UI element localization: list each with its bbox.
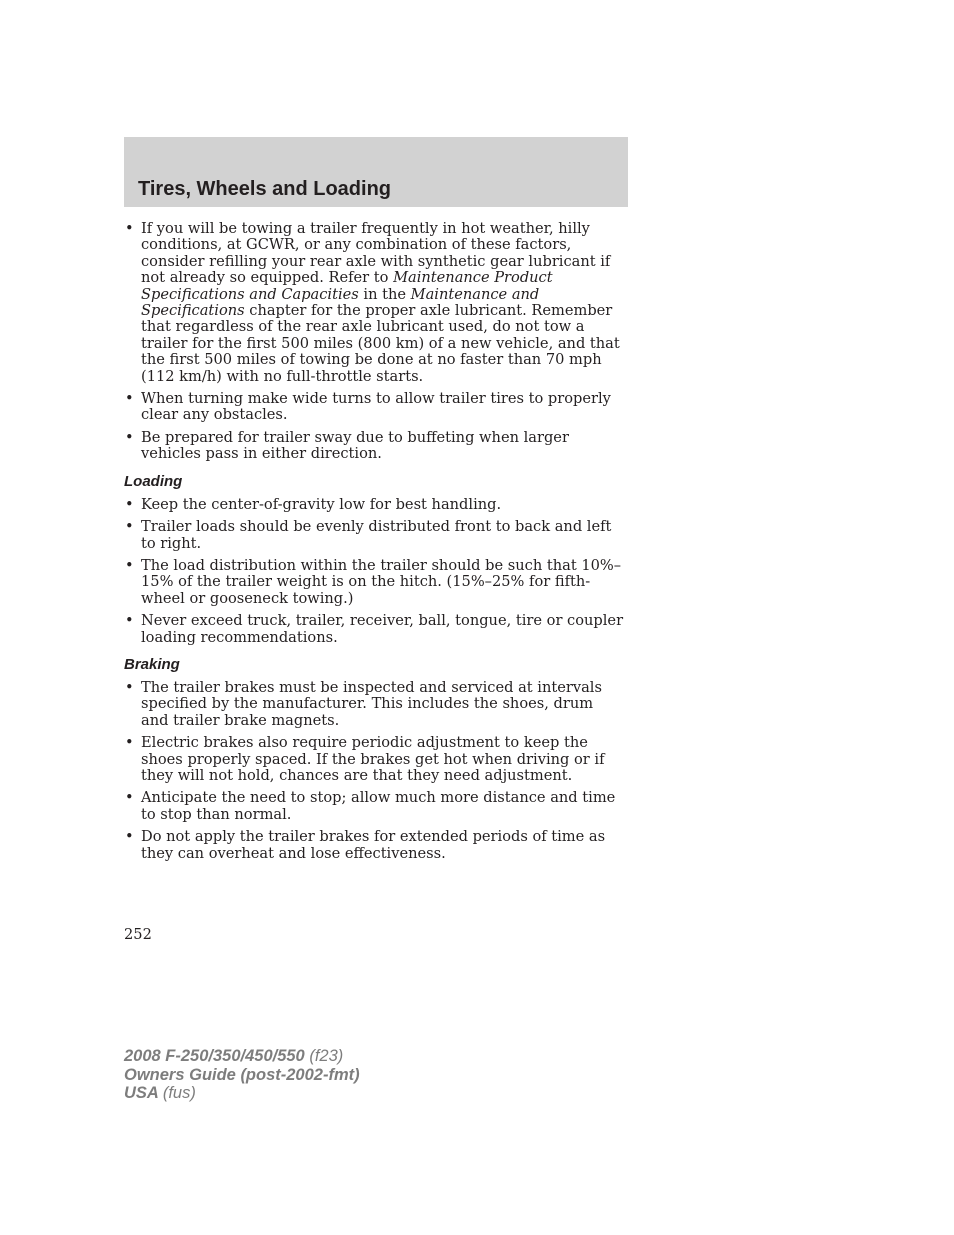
bullet-icon: •: [125, 220, 134, 237]
item-text: Electric brakes also require periodic adjustment to keep the shoes properly spaced. If the brakes get hot when driving or if they will not hold, chances are that they need adjustment.: [141, 734, 605, 784]
intro-bullet-list: [124, 221, 624, 463]
item-ref-italic: Maintenance Product Specifications and Capacities: [141, 269, 553, 303]
bullet-icon: •: [125, 518, 134, 536]
item-text: The trailer brakes must be inspected and serviced at intervals specified by the manufacturer. This includes the shoes, drum and trailer brake magnets.: [141, 678, 602, 729]
bullet-icon: •: [125, 612, 134, 630]
page-number: 252: [124, 926, 152, 943]
item-text: chapter for the proper axle lubricant. Remember that regardless of the rear axle lubricant used, do not tow a trailer for the first 500 miles (800 km) of a new vehicle, and that the first 500 miles of towing be done at no faster than 70 mph (112 km/h) with no full-throttle starts.: [141, 302, 620, 385]
list-item: [124, 680, 624, 729]
list-item: [124, 430, 624, 463]
loading-heading: Loading: [124, 472, 183, 490]
braking-heading: Braking: [124, 655, 180, 673]
page-content: [124, 221, 624, 868]
item-text: If you will be towing a trailer frequently in hot weather, hilly conditions, at GCWR, or any combination of these factors, consider refilling your rear axle with synthetic gear lubricant if not already so equipped. Refer to: [141, 220, 611, 287]
bullet-icon: •: [125, 390, 134, 408]
item-text: Keep the center-of-gravity low for best handling.: [141, 495, 502, 513]
footer-line-guide: [124, 1066, 360, 1085]
item-text: Be prepared for trailer sway due to buffeting when larger vehicles pass in either direction.: [141, 428, 569, 463]
list-item: [124, 221, 624, 385]
footer-market-code: (fus): [162, 1084, 196, 1102]
bullet-icon: •: [125, 678, 134, 696]
list-item: [124, 790, 624, 823]
list-item: [124, 558, 624, 607]
section-title: Tires, Wheels and Loading: [138, 178, 392, 200]
footer-line-market: [124, 1084, 360, 1103]
footer-model: 2008 F-250/350/450/550: [124, 1047, 305, 1065]
list-item: [124, 735, 624, 784]
section-header-band: [124, 137, 628, 207]
list-item: [124, 829, 624, 862]
bullet-icon: •: [125, 828, 134, 846]
footer-market: USA: [124, 1084, 159, 1102]
bullet-icon: •: [125, 734, 134, 752]
item-ref-italic: Maintenance and Specifications: [141, 285, 540, 320]
bullet-icon: •: [125, 428, 134, 446]
list-item: [124, 519, 624, 552]
bullet-icon: •: [125, 495, 134, 513]
item-text: in the: [358, 285, 411, 303]
list-item: [124, 613, 624, 646]
bullet-icon: •: [125, 556, 134, 574]
item-text: Never exceed truck, trailer, receiver, ball, tongue, tire or coupler loading recommendations.: [141, 612, 624, 646]
item-text: When turning make wide turns to allow trailer tires to properly clear any obstacles.: [141, 390, 611, 424]
loading-bullet-list: [124, 497, 624, 646]
braking-bullet-list: [124, 680, 624, 862]
item-text: Do not apply the trailer brakes for extended periods of time as they can overheat and lose effectiveness.: [141, 828, 606, 862]
item-text: The load distribution within the trailer should be such that 10%–15% of the trailer weight is on the hitch. (15%–25% for fifth-wheel or gooseneck towing.): [141, 556, 622, 607]
item-text: Trailer loads should be evenly distributed front to back and left to right.: [141, 518, 612, 552]
item-text: Anticipate the need to stop; allow much more distance and time to stop than normal.: [141, 789, 616, 823]
list-item: [124, 391, 624, 424]
footer-line-model: [124, 1047, 360, 1066]
bullet-icon: •: [125, 789, 134, 807]
footer-model-code: (f23): [309, 1047, 344, 1065]
list-item: [124, 497, 624, 513]
document-footer: [124, 1047, 360, 1103]
footer-guide: Owners Guide (post-2002-fmt): [124, 1065, 360, 1084]
